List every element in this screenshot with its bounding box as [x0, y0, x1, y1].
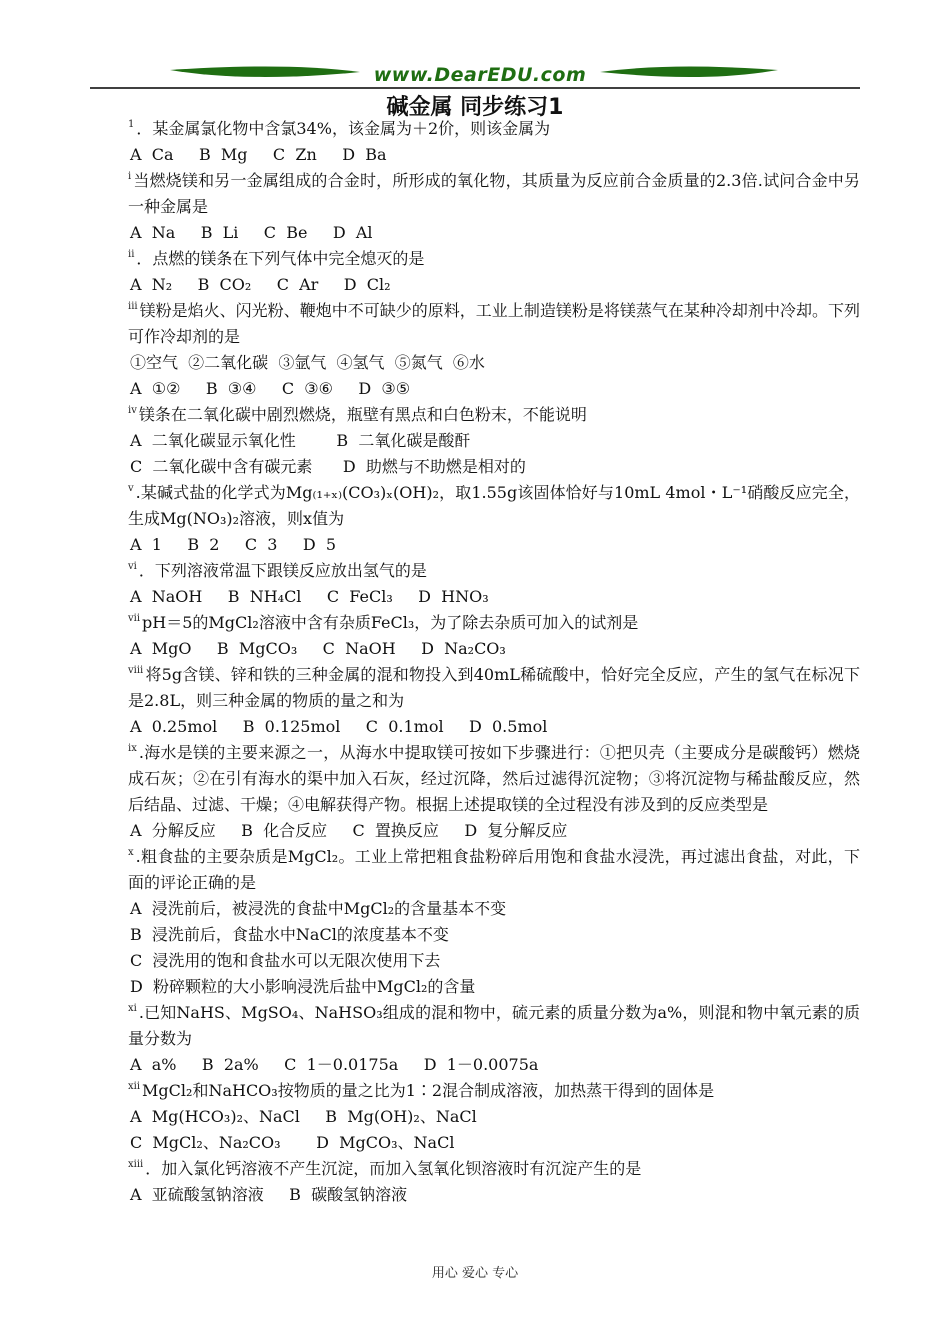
- question-text: ．下列溶液常温下跟镁反应放出氢气的是: [138, 561, 427, 580]
- question-text: .粗食盐的主要杂质是MgCl₂。工业上常把粗食盐粉碎后用饱和食盐水浸洗，再过滤出食盐，对此，下面的评论正确的是: [128, 847, 860, 892]
- question-text: ．点燃的镁条在下列气体中完全熄灭的是: [136, 249, 425, 268]
- question-stem: [128, 1000, 860, 1052]
- question-text: .海水是镁的主要来源之一，从海水中提取镁可按如下步骤进行：①把贝壳（主要成分是碳酸钙）燃烧成石灰；②在引有海水的渠中加入石灰，经过沉降，然后过滤得沉淀物；③将沉淀物与稀盐酸反应，然后结晶、过滤、干燥；④电解获得产物。根据上述提取镁的全过程没有涉及到的反应类型是: [128, 743, 860, 814]
- answer-options: A 浸洗前后，被浸洗的食盐中MgCl₂的含量基本不变: [130, 899, 507, 918]
- question-stem: [128, 298, 860, 350]
- answer-options: A N₂ B CO₂ C Ar D Cl₂: [130, 275, 391, 294]
- site-logo: www.DearEDU.com: [373, 64, 587, 86]
- question-stem: [128, 480, 860, 532]
- question-stem: [128, 246, 860, 272]
- answer-options: ①空气 ②二氧化碳 ③氩气 ④氢气 ⑤氮气 ⑥水: [130, 353, 485, 372]
- answer-options: A Na B Li C Be D Al: [130, 223, 373, 242]
- question-stem: [128, 740, 860, 818]
- question-number: iv: [128, 405, 137, 416]
- question-number: x: [128, 847, 134, 858]
- question-number: ii: [128, 249, 135, 260]
- answer-options: C 二氧化碳中含有碳元素 D 助燃与不助燃是相对的: [130, 457, 526, 476]
- question-text: 将5g含镁、锌和铁的三种金属的混和物投入到40mL稀硫酸中，恰好完全反应，产生的氢气在标况下是2.8L，则三种金属的物质的量之和为: [128, 665, 860, 710]
- answer-options: C MgCl₂、Na₂CO₃ D MgCO₃、NaCl: [130, 1133, 455, 1152]
- question-list: [130, 116, 860, 1208]
- question-stem: [128, 610, 860, 636]
- question-number: vii: [128, 613, 141, 624]
- question-text: ．某金属氯化物中含氯34%，该金属为＋2价，则该金属为: [136, 119, 551, 138]
- question-text: ．加入氯化钙溶液不产生沉淀，而加入氢氧化钡溶液时有沉淀产生的是: [145, 1159, 642, 1178]
- question-number: vi: [128, 561, 137, 572]
- page-title: 碱金属 同步练习1: [386, 95, 564, 120]
- answer-options: D 粉碎颗粒的大小影响浸洗后盐中MgCl₂的含量: [130, 977, 476, 996]
- question-number: xiii: [128, 1159, 144, 1170]
- answer-options: A a% B 2a% C 1－0.0175a D 1－0.0075a: [130, 1055, 539, 1074]
- right-swoosh-graphic: [600, 67, 778, 78]
- question-stem: [128, 1156, 860, 1182]
- answer-options: A 二氧化碳显示氧化性 B 二氧化碳是酸酐: [130, 431, 471, 450]
- question-text: 当燃烧镁和另一金属组成的合金时，所形成的氧化物，其质量为反应前合金质量的2.3倍.试问合金中另一种金属是: [128, 171, 860, 216]
- page-header: [0, 0, 950, 100]
- question-number: viii: [128, 665, 144, 676]
- question-text: 镁粉是焰火、闪光粉、鞭炮中不可缺少的原料，工业上制造镁粉是将镁蒸气在某种冷却剂中冷却。下列可作冷却剂的是: [128, 301, 860, 346]
- answer-options: A 0.25mol B 0.125mol C 0.1mol D 0.5mol: [130, 717, 548, 736]
- answer-options: A 1 B 2 C 3 D 5: [130, 535, 337, 554]
- answer-options: A Mg(HCO₃)₂、NaCl B Mg(OH)₂、NaCl: [130, 1107, 477, 1126]
- question-number: i: [128, 171, 132, 182]
- answer-options: A Ca B Mg C Zn D Ba: [130, 145, 387, 164]
- answer-options: A 亚硫酸氢钠溶液 B 碳酸氢钠溶液: [130, 1185, 408, 1204]
- question-stem: [128, 116, 860, 142]
- question-number: iii: [128, 301, 138, 312]
- answer-options: A ①② B ③④ C ③⑥ D ③⑤: [130, 379, 411, 398]
- question-stem: [128, 662, 860, 714]
- question-number: ix: [128, 743, 137, 754]
- answer-options: B 浸洗前后，食盐水中NaCl的浓度基本不变: [130, 925, 449, 944]
- question-text: 镁条在二氧化碳中剧烈燃烧，瓶壁有黑点和白色粉末，不能说明: [138, 405, 587, 424]
- question-number: xi: [128, 1003, 137, 1014]
- page-footer: 用心 爱心 专心: [431, 1266, 519, 1281]
- answer-options: C 浸洗用的饱和食盐水可以无限次使用下去: [130, 951, 441, 970]
- question-stem: [128, 1078, 860, 1104]
- question-number: v: [128, 483, 134, 494]
- answer-options: A 分解反应 B 化合反应 C 置换反应 D 复分解反应: [130, 821, 568, 840]
- question-stem: [128, 558, 860, 584]
- question-number: 1: [128, 119, 135, 130]
- question-text: .某碱式盐的化学式为Mg₍₁₊ₓ₎(CO₃)ₓ(OH)₂，取1.55g该固体恰好与10mL 4mol・L⁻¹硝酸反应完全，生成Mg(NO₃)₂溶液，则x值为: [128, 483, 860, 528]
- question-number: xii: [128, 1081, 141, 1092]
- answer-options: A MgO B MgCO₃ C NaOH D Na₂CO₃: [130, 639, 506, 658]
- question-stem: [128, 402, 860, 428]
- question-text: .已知NaHS、MgSO₄、NaHSO₃组成的混和物中，硫元素的质量分数为a%，则混和物中氧元素的质量分数为: [128, 1003, 860, 1048]
- answer-options: A NaOH B NH₄Cl C FeCl₃ D HNO₃: [130, 587, 489, 606]
- question-text: MgCl₂和NaHCO₃按物质的量之比为1∶2混合制成溶液，加热蒸干得到的固体是: [142, 1081, 715, 1100]
- question-stem: [128, 844, 860, 896]
- question-stem: [128, 168, 860, 220]
- left-swoosh-graphic: [170, 67, 360, 78]
- question-text: pH＝5的MgCl₂溶液中含有杂质FeCl₃，为了除去杂质可加入的试剂是: [142, 613, 639, 632]
